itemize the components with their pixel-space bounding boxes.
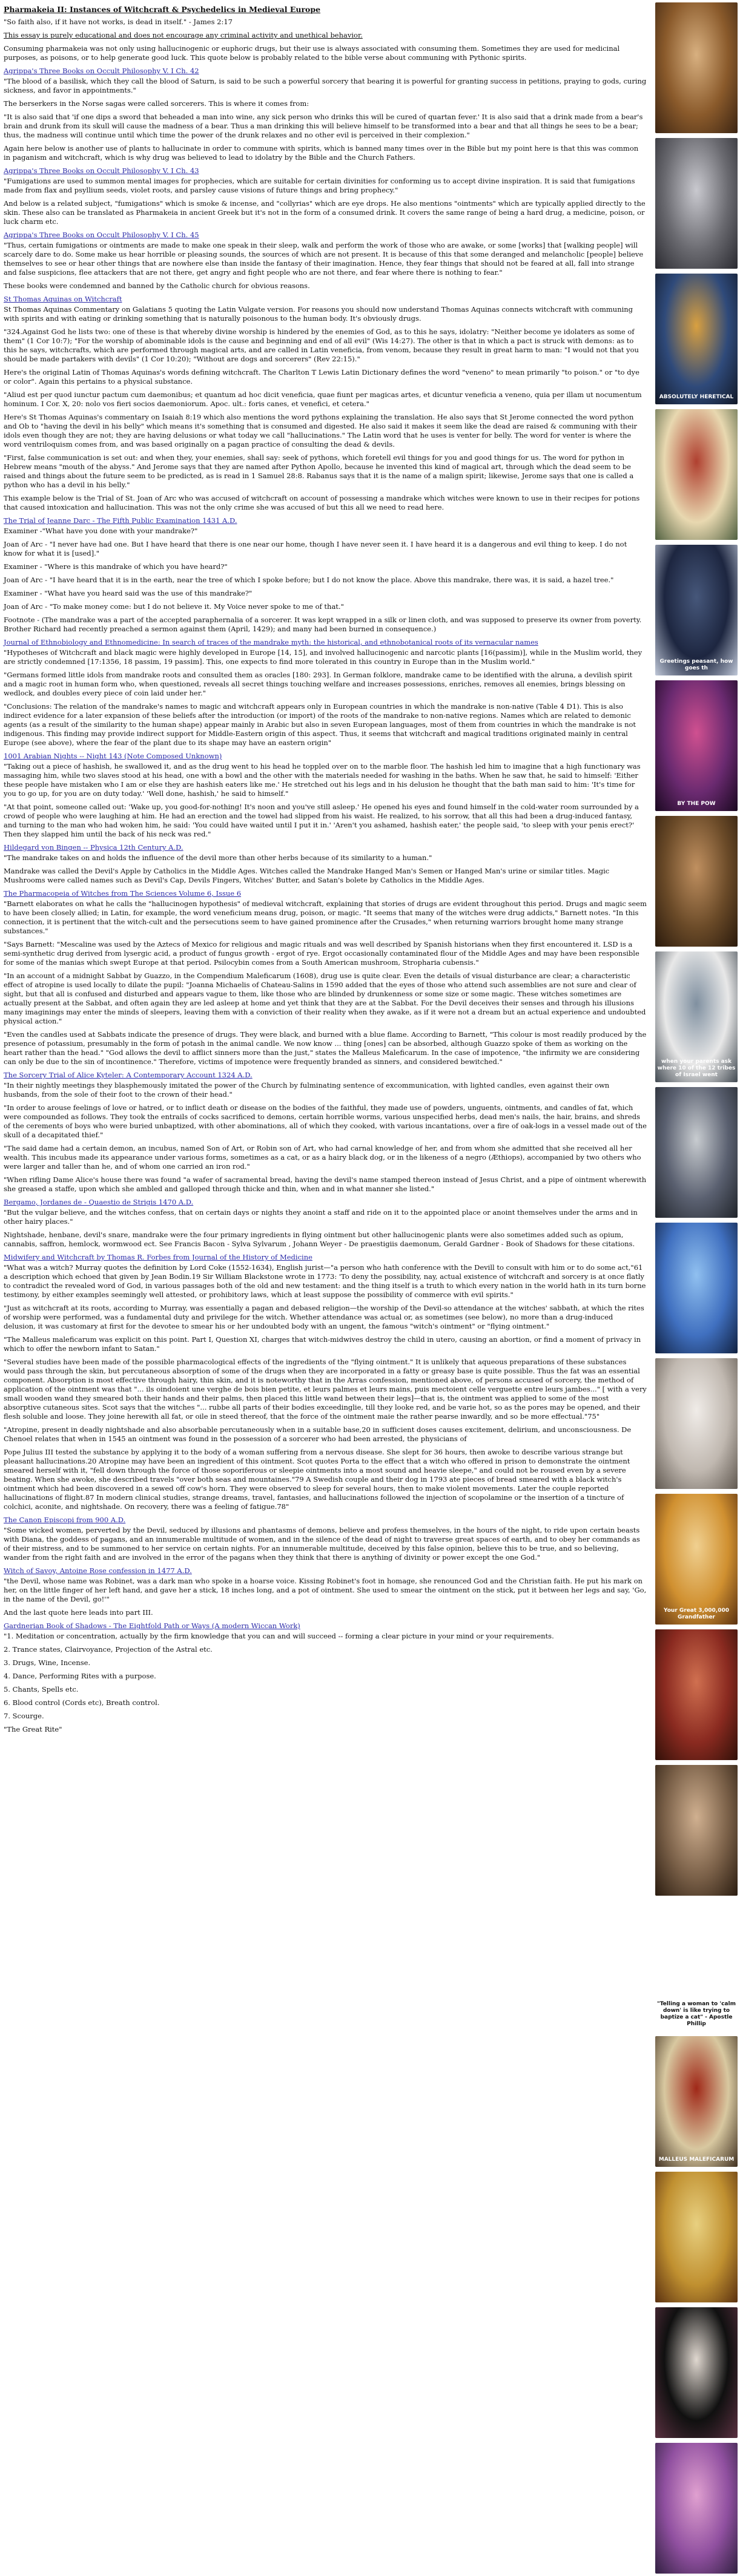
gardnerian-heading-link[interactable]: Gardnerian Book of Shadows - The Eightfold Path or Ways (A modern Wiccan Work) — [4, 1622, 300, 1630]
section-paragraph: "The mandrake takes on and holds the influence of the devil more than other herbs because of its similarity to a human." — [4, 853, 432, 862]
section-paragraph: "In an account of a midnight Sabbat by Guazzo, in the Compendium Maleficarum (1608), drug use is quite clear. Even the details of visual disturbance are clear; a characteristic effect of atropine is used locally to dilate the pupil: "Joanna Michaelis of Chateau-Salins in 1590 added that the eyes of those who attend such assemblies are not sure and clear of sight, but that all is confused and disturbed and appears vague to them, like those who are blinded by drunkenness or some size or some magic. These witches sometimes are actually present at the Sabbat, and often again they are led asleep at home and yet think that they are at the Sabbat. For the Devil deceives their senses and through his illusions many imaginings may enter the minds of sleepers, leaving them with a conviction of their reality when they awake, as if it were not a dream but an actual experience and undoubted physical action." — [4, 971, 646, 1025]
section-paragraph: Footnote - (The mandrake was a part of the accepted paraphernalia of a sorcerer. It was kept wrapped in a silk or linen cloth, and was supposed to preserve its owner from poverty. Brother Richard had recently preached a sermon against them (April, 1429); and many had been burned in consequence.) — [4, 616, 642, 633]
section-heading-link[interactable]: The Canon Episcopi from 900 A.D. — [4, 1516, 126, 1524]
soldier-crusader-image — [655, 1087, 738, 1218]
armored-knight-cartoon-image — [655, 138, 738, 269]
gardnerian-list-item: 6. Blood control (Cords etc), Breath control. — [4, 1698, 160, 1707]
renaissance-portrait-image — [655, 2, 738, 133]
section-paragraph: Pope Julius III tested the substance by applying it to the body of a woman suffering from a nervous disease. She slept for 36 hours, then awoke to describe various strange but pleasant hallucinations.20 Atropine may have been an ingredient of this ointment. Scot quotes Porta to the effect that a witch who offered in prison to demonstrate the ointment smeared herself with it, "fell down through the force of those soporiferous or sleepie ointments into a most sound and heavie sleepe," and could not be roused even by a severe beating. When she awoke, she described travels "over both seas and mountaines."79 A Swedish couple and their dog in 1793 ate pieces of bread smeared with a black witch's ointment which had been discovered in a sewed off cow's horn. They were observed to sleep for several hours, then to make violent movements. Later the couple reported hallucinations of flight.87 In modern clinical studies, strange dreams, travel, fantasies, and hallucinations followed the injection of scopolamine or the insertion of a tincture of colchici, aconite, and nightshade. On recovery, there was a feeling of fatigue.78" — [4, 1448, 630, 1511]
section-heading-link[interactable]: Midwifery and Witchcraft by Thomas R. Forbes from Journal of the History of Medicine — [4, 1253, 312, 1261]
essay-section — [4, 166, 647, 226]
essay-section — [4, 1516, 647, 1562]
essay-section — [4, 1253, 647, 1511]
essay-section — [4, 889, 647, 1066]
section-paragraph: "It is also said that 'if one dips a sword that beheaded a man into wine, any sick person who drinks this will be cured of quartan fever.' It is also said that a drink made from a bear's brain and drunk from its skull will cause the madness of a bear. Thus a man drinking this will believe himself to be transformed into a bear and that all things he sees to be a bear; thus, the madness will continue until which time the power of the drunk relaxes and no other evil is perceived in their complexion." — [4, 113, 643, 139]
section-paragraph: Joan of Arc - "I have heard that it is in the earth, near the tree of which I spoke before; but I do not know the place. Above this mandrake, there was, it is said, a hazel tree." — [4, 576, 614, 584]
section-paragraph: Joan of Arc - "I never have had one. But I have heard that there is one near our home, though I have never seen it. I have heard it is a dangerous and evil thing to keep. I do not know for what it is [used]." — [4, 540, 627, 557]
section-heading-link[interactable]: The Pharmacopeia of Witches from The Sciences Volume 6, Issue 6 — [4, 889, 242, 898]
gardnerian-list-item: 7. Scourge. — [4, 1712, 44, 1720]
intro-paragraph: Consuming pharmakeia was not only using hallucinogenic or euphoric drugs, but their use is always associated with consuming them. Sometimes they are used for medicinal purposes, as poisons, or to help generate good luck. This quote below is probably related to the bible verse about communing with Pythonic spirits. — [4, 44, 620, 62]
gardnerian-list-item: 4. Dance, Performing Rites with a purpose. — [4, 1672, 156, 1680]
by-the-power-image — [655, 680, 738, 811]
section-paragraph: Examiner - "What have you heard said was the use of this mandrake?" — [4, 589, 253, 597]
image-caption: Your Great 3,000,000 Grandfather — [664, 1608, 729, 1620]
section-paragraph: "Barnett elaborates on what he calls the "hallucinogen hypothesis" of medieval witchcraft, explaining that stories of drugs are evident throughout this period. Drugs and magic seem to have been closely allied; in Latin, for example, the word veneficium means drug, poison, or magic. "It seems that many of the witches were drug addicts," Barnett notes. "In this connection, it is pertinent that the witch-cult and the persecutions seem to have gained prominence after the Crusades," when returning warriors brought home many strange substances." — [4, 899, 647, 935]
purple-dancer-image — [655, 2443, 738, 2574]
image-caption: ABSOLUTELY HERETICAL — [659, 394, 734, 400]
section-paragraph: "Even the candles used at Sabbats indicate the presence of drugs. They were black, and burned with a blue flame. According to Barnett, "This colour is most readily produced by the presence of potassium, presumably in the form of potash in the animal candle. We now know ... thing [ones] can be absorbed, although Guazzo spoke of them as working on the heart rather than the head." "God allows the devil to afflict sinners more than the just," states the Malleus Maleficarum. In the case of impotence, "the infirmity we are considering can only be due to the sin of incontinence." Therefore, victims of impotence were frequently branded as sinners, and considered bewitched." — [4, 1030, 647, 1066]
image-caption: BY THE POW — [677, 801, 716, 807]
section-paragraph: Here's St Thomas Aquinas's commentary on Isaiah 8:19 which also mentions the word pythons explaining the translation. He also says that St Jerome connected the word python and Ob to "having the devil in his belly" which means it's something that is consumed and digested. He also said it makes it seem like the dead are raised & communing with their idols even though they are not; they are having delusions or what today we call "hallucinations." The Latin word that he uses is venter for belly. The word for venter is where the word ventriloquism comes from, and was based originally on a pagan practice of consulting the dead & devils. — [4, 413, 638, 448]
section-paragraph: These books were condemned and banned by the Catholic church for obvious reasons. — [4, 281, 310, 290]
section-paragraph: "324.Against God he lists two: one of these is that whereby divine worship is hindered by the enemies of God, as to this he says, idolatry: "Neither become ye idolaters as some of them" (1 Cor 10:7); "For the worship of abominable idols is the cause and beginning and end of all evil" (Wis 14:27). The other is that in which a pact is struck with demons: as to this he says, witchcrafts, which are performed through magical arts, and are called in Latin veneficia, from venom, because they result in great harm to man: "I would not that you should be made partakers with devils" (1 Cor 10:20); "Without are dogs and sorcerers" (Rev 22:15)." — [4, 327, 639, 363]
section-paragraph: "Hypotheses of Witchcraft and black magic were highly developed in Europe [14, 15], and involved hallucinogenic and narcotic plants [16(passim)], while in the Muslim world, they are strictly condemned [17:1356, 18 passim, 19 passim]. This, one expects to find more tolerated in this country in Europe than in the Muslim world." — [4, 648, 643, 666]
section-paragraph: St Thomas Aquinas Commentary on Galatians 5 quoting the Latin Vulgate version. For reasons you should now understand Thomas Aquinas connects witchcraft with communing with spirits and with eating or drinking something that is naturally poisonous to the human body. It's obviously drugs. — [4, 305, 633, 323]
sections-container — [4, 67, 647, 1617]
gardnerian-list-item: 2. Trance states, Clairvoyance, Projection of the Astral etc. — [4, 1645, 213, 1654]
section-paragraph: Again here below is another use of plants to hallucinate in order to commune with spirits, which is banned many times over in the Bible but my point here is that this was common in paganism and witchcraft, which is why drug was believed to lead to idolatry by the Bible and the Church Fathers. — [4, 144, 639, 162]
section-paragraph: "the Devil, whose name was Robinet, was a dark man who spoke in a hoarse voice. Kissing Robinet's foot in homage, she renounced God and the Christian faith. He put his mark on her, on the little finger of her left hand, and gave her a stick, 18 inches long, and a pot of ointment. She used to smear the ointment on the stick, put it between her legs and say, 'Go, in the name of the Devil, go!'" — [4, 1577, 647, 1603]
israel-tribes-meme-image — [655, 951, 738, 1082]
section-paragraph: "Germans formed little idols from mandrake roots and consulted them as oracles [180: 293]. In German folklore, mandrake came to be identified with the alruna, a devilish spirit and a magic root in human form who, when questioned, reveals all secret things touching welfare and increases possessions, enriches, removes all enemies, brings blessing on wedlock, and doubles every piece of coin laid under her." — [4, 671, 633, 697]
section-paragraph: "Atropine, present in deadly nightshade and also absorbable percutaneously when in a suitable base,20 in sufficient doses causes excitement, delirium, and unconsciousness. De Chenoel relates that when in 1545 an ointment was found in the possession of a sorcerer who had been arrested, the physicians of — [4, 1425, 632, 1443]
image-caption: Greetings peasant, how goes th — [659, 659, 733, 671]
section-paragraph: This example below is the Trial of St. Joan of Arc who was accused of witchcraft on account of possessing a mandrake which witches were known to use in their recipes for potions that caused intoxication and hallucination. This was not the only crime she was accused of but this all we need to read here. — [4, 494, 640, 511]
section-heading-link[interactable]: Agrippa's Three Books on Occult Philosophy V. I Ch. 43 — [4, 166, 199, 175]
malleus-maleficarum-cover-image — [655, 2036, 738, 2167]
essay-section — [4, 67, 647, 162]
section-paragraph: "The Malleus maleficarum was explicit on this point. Part I, Question XI, charges that witch-midwives destroy the child in utero, causing an abortion, or find a moment of privacy in which to offer the newborn infant to Satan." — [4, 1335, 641, 1353]
section-heading-link[interactable]: Journal of Ethnobiology and Ethnomedicine: In search of traces of the mandrake myth: the historical, and ethnobotanical roots of its vernacular names — [4, 638, 538, 646]
essay-section — [4, 1566, 647, 1617]
section-paragraph: "In order to arouse feelings of love or hatred, or to inflict death or disease on the bodies of the faithful, they made use of powders, unguents, ointments, and candles of fat, which were compounded as follows. They took the entrails of cocks sacrificed to demons, certain horrible worms, various unspecified herbs, dead men's nails, the hair, brains, and shreds of the cerements of boys who were buried unbaptized, with other abominations, all of which they cooked, with various incantations, over a fire of oak-logs in a vessel made out of the skull of a decapitated thief." — [4, 1103, 647, 1139]
section-paragraph: "When rifling Dame Alice's house there was found "a wafer of sacramental bread, having the devil's name stamped thereon instead of Jesus Christ, and a pipe of ointment wherewith she greased a staffe, upon which she ambled and galloped through thicke and thin, when and in what manner she listed." — [4, 1175, 647, 1193]
section-heading-link[interactable]: Witch of Savoy, Antoine Rose confession in 1477 A.D. — [4, 1566, 192, 1575]
section-paragraph: And the last quote here leads into part III. — [4, 1608, 153, 1617]
section-paragraph: "At that point, someone called out: 'Wake up, you good-for-nothing! It's noon and you've still asleep.' He opened his eyes and found himself in the cold-water room surrounded by a crowd of people who were laughing at him. He had an erection and the towel had slipped from his waist. He realized, to his sorrow, that all this had been a drug-induced fantasy, and turning to the man who had woken him, he said: 'You could have waited until I put it in.' 'Aren't you ashamed, hashish eater,' the people said, 'to sleep with your penis erect?' Then they slapped him until the back of his neck was red." — [4, 803, 639, 838]
essay-section — [4, 752, 647, 839]
gardnerian-list-item: 5. Chants, Spells etc. — [4, 1685, 79, 1694]
section-paragraph: "Aliud est per quod iunctur pactum cum daemonibus; et quantum ad hoc dicit veneficia, quae fiunt per magicas artes, et dicuntur veneficia a veneno, quia per illam ut nocumentum hominum. I Cor. X, 20: nolo vos fieri socios daemoniorum. Apoc. ult.: foris canes, et venefici, et cetera." — [4, 390, 642, 408]
section-paragraph: "Several studies have been made of the possible pharmacological effects of the ingredients of the "flying ointment." It is unlikely that aqueous preparations of these substances would pass through the skin, but percutaneous absorption of some of the drugs when they are incorporated in a fatty or greasy base is quite possible. Thus the fat was an essential component. Absorption is most effective through hairy, thin skin, and it is noteworthy that in the Arras confession, mentioned above, of persons accused of sorcery, the method of application of the ointment was that "... ils oindoient une verghe de bois bien petite, et leurs palmes et leurs mains, puis mectoient celle verguette entre leurs jambes..." [ with a very small wooden wand they smeared both their hands and their palms, then placed this little wand between their legs]—that is, the ointment was applied to some of the most absorptive cutaneous sites. Scot says that the witches "... rubbe all parts of their bodies exceedinglie, till they looke red, and be varie hot, so as the pores may be opened, and their flesh soluble and loose. They joine herewith all fat, or oile in steed thereof, that the force of the ointment maie the rather pearse inwardly, and so be more effectual."75" — [4, 1358, 647, 1421]
essay-section — [4, 231, 647, 291]
section-heading-link[interactable]: The Sorcery Trial of Alice Kyteler: A Contemporary Account 1324 A.D. — [4, 1071, 253, 1079]
section-paragraph: "What was a witch? Murray quotes the definition by Lord Coke (1552-1634), English jurist—"a person who hath conference with the Devill to consult with him or to do some act,"61 a description which echoed that given by Jean Bodin.19 Sir William Blackstone wrote in 1773: 'To deny the possibility, nay, actual existence of witchcraft and sorcery is at once flatly to contradict the revealed word of God, in various passages both of the old and new testament: and the thing itself is a truth to which every nation in the world hath in its turn borne testimony, by either examples seemingly well attested, or prohibitory laws, which at least suppose the possibility of commerce with evil spirits." — [4, 1263, 646, 1299]
absolutely-heretical-image — [655, 274, 738, 404]
section-paragraph: "Taking out a piece of hashish, he swallowed it, and as the drug went to his head he toppled over on to the marble floor. The hashish led him to imagine that a high functionary was massaging him, while two slaves stood at his head, one with a bowl and the other with the materials needed for washing in the baths. When he saw that, he said to himself: 'Either these people have mistaken who I am or else they are hashish eaters like me.' He stretched out his legs and in his delusion he thought that the bath man said to him: 'It's time for you to go up, for you are on duty today.' 'Well done, hashish,' he said to himself." — [4, 762, 641, 798]
pale-figure-image — [655, 1358, 738, 1489]
grandfather-meme-image — [655, 1494, 738, 1625]
section-paragraph: "Some wicked women, perverted by the Devil, seduced by illusions and phantasms of demons, believe and profess themselves, in the hours of the night, to ride upon certain beasts with Diana, the goddess of pagans, and an innumerable multitude of women, and in the silence of the dead of night to traverse great spaces of earth, and to obey her commands as of their mistress, and to be summoned to her service on certain nights. For an innumerable multitude, deceived by this false opinion, believe this to be true, and so believing, wander from the right faith and are involved in the error of the pagans when they think that there is anything of divinity or power except the one God." — [4, 1526, 640, 1562]
section-paragraph: Joan of Arc - "To make money come: but I do not believe it. My Voice never spoke to me of that." — [4, 602, 344, 611]
gardnerian-list-item: "The Great Rite" — [4, 1725, 62, 1733]
section-paragraph: "The said dame had a certain demon, an incubus, named Son of Art, or Robin son of Art, who had carnal knowledge of her, and from whom she admitted that she received all her wealth. This incubus made its appearance under various forms, sometimes as a cat, or as a hairy black dog, or in the likeness of a negro (Æthiops), accompanied by two others who were larger and taller than he, and of whom one carried an iron rod." — [4, 1144, 641, 1171]
gardnerian-list-item: 3. Drugs, Wine, Incense. — [4, 1658, 91, 1667]
essay-section — [4, 494, 647, 512]
image-caption: "Telling a woman to 'calm down' is like trying to baptize a cat" - Apostle Phillip — [657, 2001, 736, 2027]
section-paragraph: "Conclusions: The relation of the mandrake's names to magic and witchcraft appears only in European countries in which the mandrake is non-native (Table 4 D1). This is also indirect evidence for a later expansion of these beliefs after the introduction (or import) of the roots of the mandrake to non-native regions. Names which are related to demonic agents (as a result of the similarity to the human shape) appear mainly in Arabic but also in seven European languages, most of them from countries in which the mandrake is not indigenous. This finding may provide indirect support for Middle-Eastern origin of this aspect. Thus, it seems that witchcraft and magical traditions originated mainly in central Europe (see above), where the fear of the plant due to its shape may have an eastern origin" — [4, 702, 636, 747]
gardnerian-list-item: "1. Meditation or concentration, actually by the firm knowledge that you can and will succeed -- forming a clear picture in your mind or your requirements. — [4, 1632, 554, 1640]
section-paragraph: "Thus, certain fumigations or ointments are made to make one speak in their sleep, walk and perform the work of those who are awake, or some [works] that [walking people] will scarcely dare to do. Some make us hear horrible or pleasing sounds, the sources of which are not present. It is because of this that some deranged and melancholic [people] believe themselves to see or hear other things that are nowhere else than inside the fantasy of their imagination. Hence, they fear things that should not be feared at all, fall into strange and false suspicions, flee attackers that are not there, get angry and fight people who are not there, and fear where there is nothing to fear." — [4, 241, 644, 277]
section-heading-link[interactable]: The Trial of Jeanne Darc - The Fifth Public Examination 1431 A.D. — [4, 516, 237, 525]
meme-image-column — [653, 0, 740, 2576]
essay-section — [4, 295, 647, 490]
section-paragraph: "First, false communication is set out: and when they, your enemies, shall say: seek of pythons, which foretell evil things for you and good things for us. The word for python in Hebrew means "mouth of the abyss." And Jerome says that they are named after Python Apollo, because he invented this kind of magical art, through which the dead seem to be raised and things about the future seem to be predicted, as is read in 1 Samuel 28:8. Rabanus says that it is the name of a malign spirit; likewise, Jerome says that one is called a python who has a devil in his belly." — [4, 453, 634, 489]
essay-section — [4, 1071, 647, 1194]
image-caption: when your parents ask where 10 of the 12 tribes of Israel went — [657, 1059, 736, 1078]
medieval-manuscript-image — [655, 409, 738, 540]
apostle-phillip-meme-image — [655, 1901, 738, 2031]
joan-of-arc-painting-image — [655, 816, 738, 947]
gardnerian-section — [4, 1622, 647, 1734]
section-paragraph: "The blood of a basilisk, which they call the blood of Saturn, is said to be such a powerful sorcery that bearing it is powerful for granting success in petitions, praying to gods, curing sickness, and favor in appointments." — [4, 77, 647, 94]
gardnerian-list — [4, 1632, 647, 1734]
section-paragraph: "Just as witchcraft at its roots, according to Murray, was essentially a pagan and debased religion—the worship of the Devil-so attendance at the witches' sabbath, at which the rites of worship were performed, was a fundamental duty and privilege for the witch. Whether attendance was actual or, as sometimes (see below), no more than a drug-induced delusion, it was customary at first for the devotee to smear his or her undoubted body with an ungent, the famous "witch's ointment" or "flying ointment." — [4, 1304, 644, 1330]
section-heading-link[interactable]: Agrippa's Three Books on Occult Philosophy V. I Ch. 42 — [4, 67, 199, 75]
image-caption: MALLEUS MALEFICARUM — [658, 2157, 735, 2163]
gothic-figure-image — [655, 2307, 738, 2438]
section-paragraph: Nightshade, henbane, devil's snare, mandrake were the four primary ingredients in flying ointment but other hallucinogenic plants were also sometimes added such as opium, cannabis, saffron, hemlock, wormwood ect. See Francis Bacon - Sylva Sylvarum , Johann Weyer - De praestigiis daemonum, Gerald Gardner - Book of Shadows for these citations. — [4, 1230, 635, 1248]
section-paragraph: "Fumigations are used to summon mental images for prophecies, which are suitable for certain divinities for conforming us to accept divine inspiration. It is said that fumigations made from flax and psyllium seeds, violet roots, and parsley cause visions of future things and bring prophecy." — [4, 177, 635, 194]
section-heading-link[interactable]: Hildegard von Bingen -- Physica 12th Century A.D. — [4, 843, 183, 852]
section-paragraph: Here's the original Latin of Thomas Aquinas's words defining witchcraft. The Charlton T Lewis Latin Dictionary defines the word "veneno" to mean primarily "to poison." or "to dye or color". Again this pertains to a physical substance. — [4, 368, 639, 386]
section-paragraph: Mandrake was called the Devil's Apple by Catholics in the Middle Ages. Witches called the Mandrake Hanged Man's Semen or Hanged Man's urine or similar titles. Magic Mushrooms were called names such as Devil's Cap, Devils Fingers, Witches' Butter, and Satan's bolete by Catholics in the Middle Ages. — [4, 867, 610, 884]
bearded-man-portrait-image — [655, 1765, 738, 1896]
essay-section — [4, 638, 647, 748]
disclaimer: This essay is purely educational and does not encourage any criminal activity and unethical behavior. — [4, 31, 363, 39]
section-heading-link[interactable]: 1001 Arabian Nights -- Night 143 (Note Composed Unknown) — [4, 752, 222, 760]
essay-section — [4, 1198, 647, 1249]
essay-section — [4, 516, 647, 634]
section-heading-link[interactable]: Bergamo, Jordanes de - Quaestio de Strigis 1470 A.D. — [4, 1198, 194, 1206]
red-painting-image — [655, 1629, 738, 1760]
blue-cartoon-image — [655, 1223, 738, 1353]
section-heading-link[interactable]: Agrippa's Three Books on Occult Philosophy V. I Ch. 45 — [4, 231, 199, 239]
section-paragraph: And below is a related subject, "fumigations" which is smoke & incense, and "collyrias" which are eye drops. He also mentions "ointments" which are typically applied directly to the skin. These also can be translated as Pharmakeia in ancient Greek but it's not in the form of a consumed drink. It covers the same range of being a hard drug, a medicine, poison, or luck charm etc. — [4, 199, 646, 226]
section-paragraph: Examiner - "Where is this mandrake of which you have heard?" — [4, 562, 228, 571]
icon-painting-image — [655, 2172, 738, 2302]
section-paragraph: "But the vulgar believe, and the witches confess, that on certain days or nights they anoint a staff and ride on it to the appointed place or anoint themselves under the arms and in other hairy places." — [4, 1208, 638, 1226]
section-heading-link[interactable]: St Thomas Aquinas on Witchcraft — [4, 295, 122, 303]
page-title: Pharmakeia II: Instances of Witchcraft & Psychedelics in Medieval Europe — [4, 5, 321, 14]
epigraph: "So faith also, if it have not works, is dead in itself." - James 2:17 — [4, 18, 233, 26]
section-paragraph: Examiner -"What have you done with your mandrake?" — [4, 527, 198, 535]
section-paragraph: The berserkers in the Norse sagas were called sorcerers. This is where it comes from: — [4, 99, 309, 108]
essay-section — [4, 843, 647, 885]
section-paragraph: "In their nightly meetings they blasphemously imitated the power of the Church by fulminating sentence of excommunication, with lighted candles, even against their own husbands, from the sole of their foot to the crown of their head." — [4, 1081, 610, 1099]
greetings-peasant-image — [655, 545, 738, 675]
section-paragraph: "Says Barnett: "Mescaline was used by the Aztecs of Mexico for religious and magic rituals and was well described by Spanish historians when they first encountered it. LSD is a semi-synthetic drug derived from lysergic acid, a product of fungus growth - ergot of rye. Ergot occasionally contaminated flour of the Middle Ages and may have been responsible for some of the manias which swept Europe at that period. Psilocybin comes from a South American mushroom, Stropharia cubensis." — [4, 940, 639, 967]
